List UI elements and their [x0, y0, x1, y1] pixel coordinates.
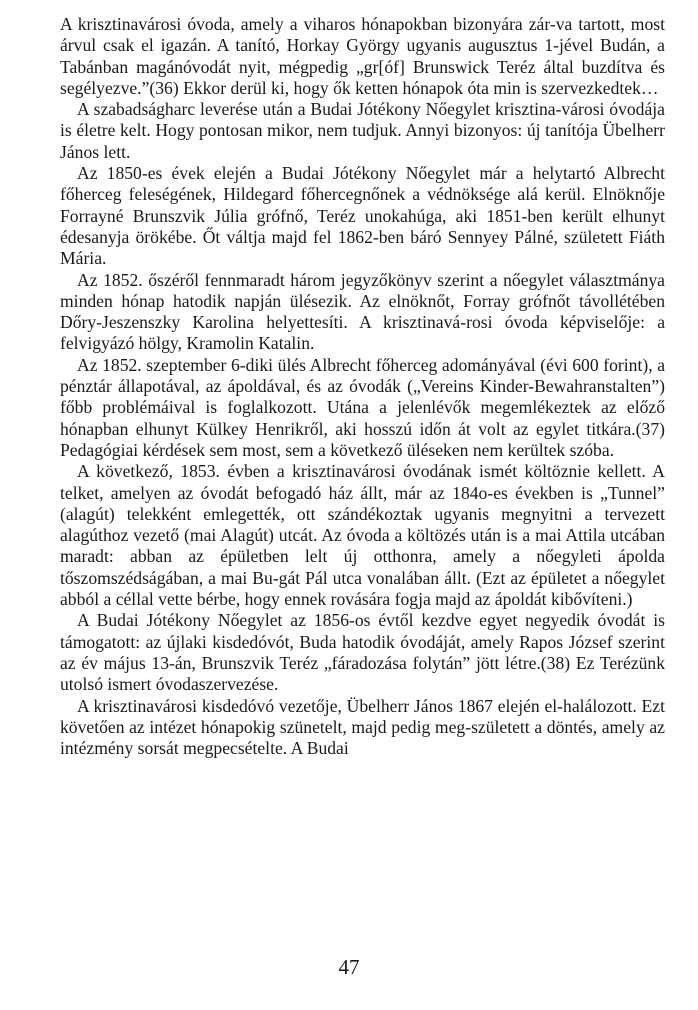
page-number: 47 — [338, 955, 360, 979]
paragraph-1: A krisztinavárosi óvoda, amely a viharos hónapokban bizonyára zár-va tartott, most árvul csak el igazán. A tanító, Horkay György ugyanis augusztus 1-jével Budán, a Tabánban magánóvodát nyit, mégpedig „gr[óf] Brunswick Teréz által buzdítva és segélyezve.”(36) Ekkor derül ki, hogy ők ketten hónapok óta min is szervezkedtek… — [60, 14, 665, 98]
paragraph-3: Az 1850-es évek elején a Budai Jótékony Nőegylet már a helytartó Albrecht főherceg feleségének, Hildegard főhercegnőnek a védnöksége alá kerül. Elnöknője Forrayné Brunszvik Júlia grófnő, Teréz unokahúga, aki 1851-ben került elhunyt édesanyja örökébe. Őt váltja majd fel 1862-ben báró Sennyey Pálné, született Fiáth Mária. — [60, 163, 665, 269]
paragraph-8: A krisztinavárosi kisdedóvó vezetője, Übelherr János 1867 elején el-halálozott. Ezt követően az intézet hónapokig szünetelt, majd pedig meg-született a döntés, amely az intézmény sorsát megpecsételte. A Budai — [60, 695, 665, 759]
paragraph-7: A Budai Jótékony Nőegylet az 1856-os évtől kezdve egyet negyedik óvodát is támogatott: az újlaki kisdedóvót, Buda hatodik óvodáját, amely Rapos József szerint az év május 13-án, Brunszvik Teréz „fáradozása folytán” jött létre.(38) Ez Terézünk utolsó ismert óvodaszervezése. — [60, 610, 665, 695]
paragraph-4: Az 1852. őszéről fennmaradt három jegyzőkönyv szerint a nőegylet választmánya minden hónap hatodik napján ülésezik. Az elnöknőt, Forray grófnőt távollétében Dőry-Jeszenszky Karolina helyettesíti. A krisztinavá-rosi óvoda képviselője: a felvigyázó hölgy, Kramolin Katalin. — [60, 269, 665, 354]
paragraph-2: A szabadságharc leverése után a Budai Jótékony Nőegylet krisztina-városi óvodája is életre kelt. Hogy pontosan mikor, nem tudjuk. Annyi bizonyos: új tanítója Übelherr János lett. — [60, 99, 665, 162]
paragraph-6: A következő, 1853. évben a krisztinavárosi óvodának ismét költöznie kellett. A telket, amelyen az óvodát befogadó ház állt, már az 184o-es években is „Tunnel” (alagút) telekként emlegették, ott szándékoztak ugyanis megnyitni a tervezett alagúthoz vezető (mai Alagút) utcát. Az óvoda a költözés után is a mai Attila utcában maradt: abban az épületben lelt új otthonra, amely a nőegyleti ápolda tőszomszédságában, a mai Bu-gát Pál utca vonalában állt. (Ezt az épületet a nőegylet abból a céllal vette bérbe, hogy ennek rovására fogja majd az ápoldát kibővíteni.) — [60, 461, 665, 610]
document-page — [60, 14, 665, 759]
paragraph-5: Az 1852. szeptember 6-diki ülés Albrecht főherceg adományával (évi 600 forint), a pénztár állapotával, az ápoldával, és az óvodák („Vereins Kinder-Bewahranstalten”) főbb problémáival is foglalkozott. Utána a jelenlévők megemlékeztek az előző hónapban elhunyt Külkey Henrikről, aki hosszú időn át volt az egylet titkára.(37) Pedagógiai kérdések sem most, sem a következő üléseken nem kerültek szóba. — [60, 354, 665, 460]
